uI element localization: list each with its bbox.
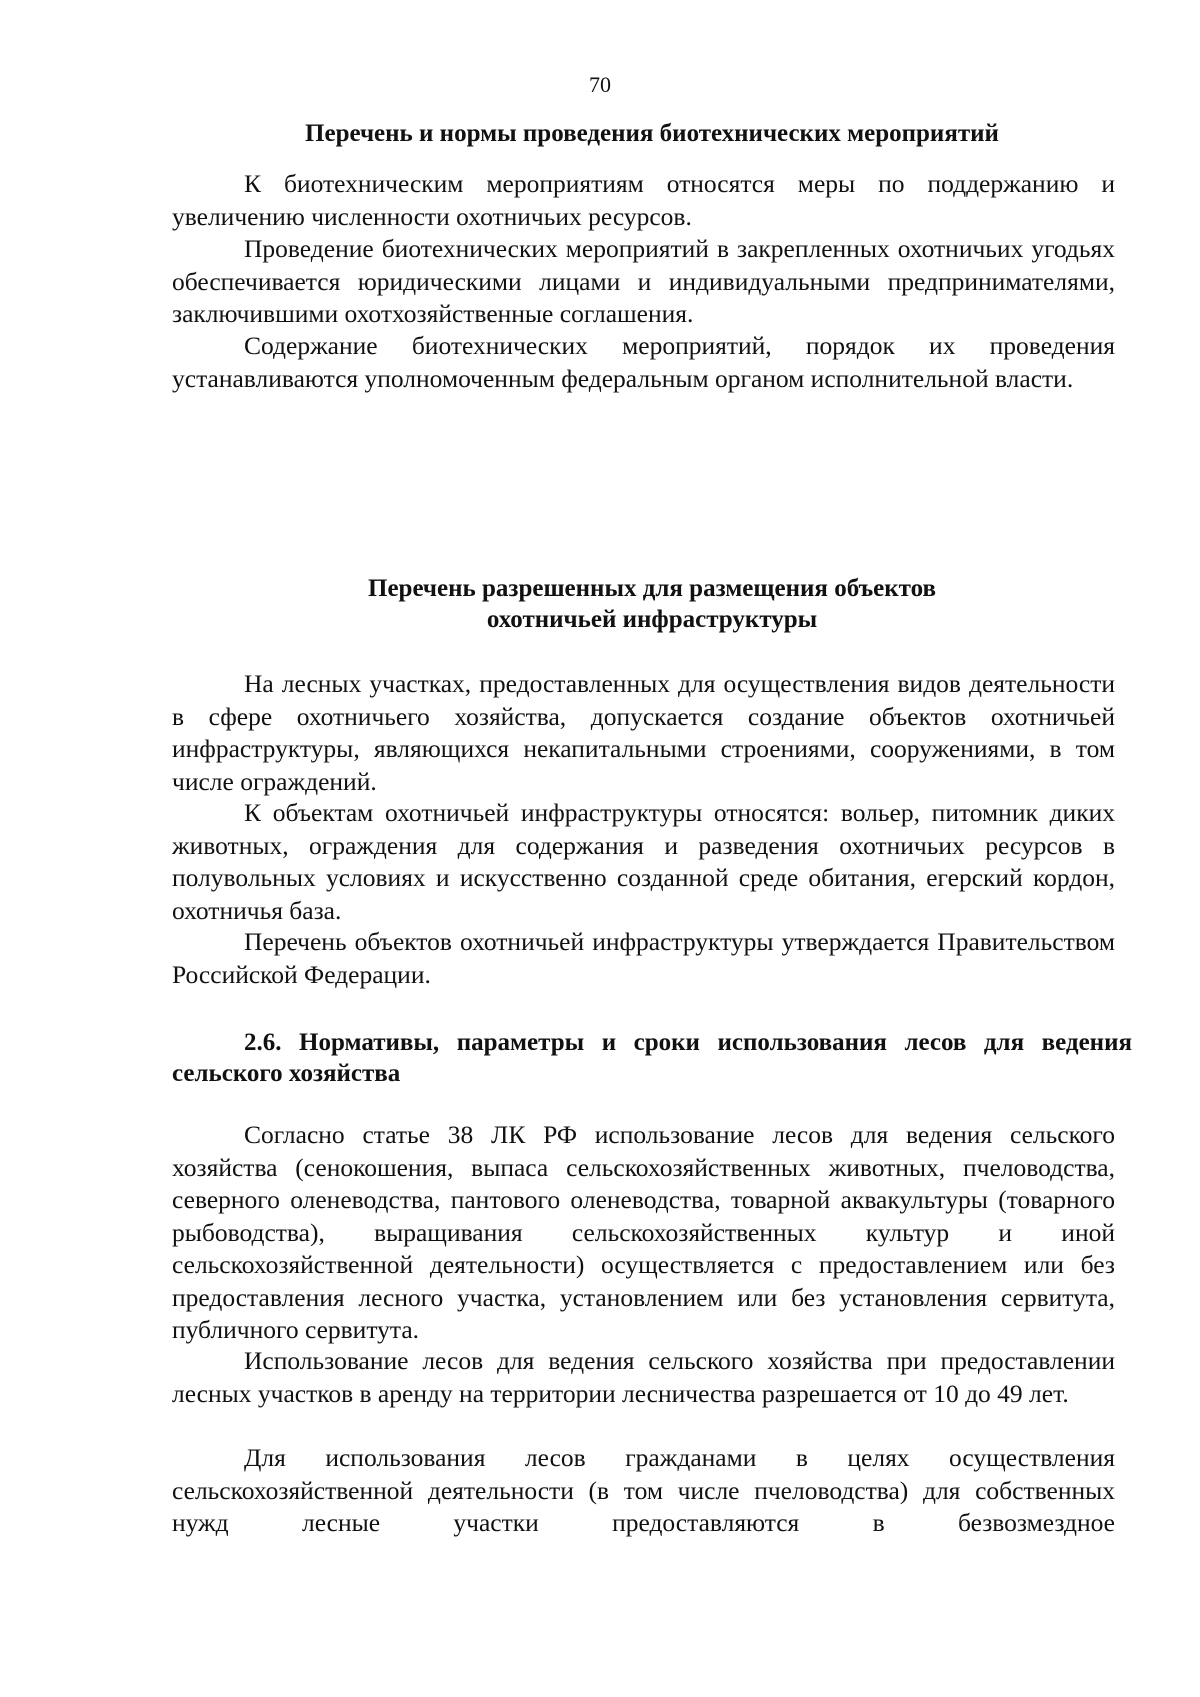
paragraph: Согласно статье 38 ЛК РФ использование лесов для ведения сельского хозяйства (сенокошения, выпаса сельскохозяйственных животных, пчеловодства, северного оленеводства, пантового оленеводства, товарной аквакультуры (товарного рыбоводства), выращивания сельскохозяйственных культур и иной сельскохозяйственной деятельности) осуществляется с предоставлением или без предоставления лесного участка, установлением или без установления сервитута, публичного сервитута. [172, 1120, 1115, 1344]
section-title-infrastructure-line1: Перечень разрешенных для размещения объектов [368, 575, 936, 602]
section-title-biotech: Перечень и нормы проведения биотехнических мероприятий [305, 120, 999, 147]
paragraph: На лесных участках, предоставленных для осуществления видов деятельности в сфере охотничьего хозяйства, допускается создание объектов охотничьей инфраструктуры, являющихся некапитальными строениями, сооружениями, в том числе ограждений. [172, 669, 1115, 796]
paragraph: Содержание биотехнических мероприятий, порядок их проведения устанавливаются уполномоченным федеральным органом исполнительной власти. [172, 331, 1115, 393]
paragraph: К биотехническим мероприятиям относятся меры по поддержанию и увеличению численности охотничьих ресурсов. [172, 169, 1115, 231]
section-title-infrastructure-line2: охотничьей инфраструктуры [486, 606, 818, 633]
paragraph: Перечень объектов охотничьей инфраструктуры утверждается Правительством Российской Федерации. [172, 927, 1115, 989]
paragraph: Проведение биотехнических мероприятий в закрепленных охотничьих угодьях обеспечивается юридическими лицами и индивидуальными предпринимателями, заключившими охотхозяйственные соглашения. [172, 234, 1115, 328]
page-number: 70 [589, 72, 611, 97]
paragraph: К объектам охотничьей инфраструктуры относятся: вольер, питомник диких животных, ограждения для содержания и разведения охотничьих ресурсов в полувольных условиях и искусственно созданной среде обитания, егерский кордон, охотничья база. [172, 798, 1115, 925]
section-title-agriculture: 2.6. Нормативы, параметры и сроки использования лесов для ведения сельского хозяйства [172, 1029, 1132, 1087]
paragraph: Для использования лесов гражданами в целях осуществления сельскохозяйственной деятельности (в том числе пчеловодства) для собственных нужд лесные участки предоставляются в безвозмездное [172, 1443, 1115, 1537]
paragraph: Использование лесов для ведения сельского хозяйства при предоставлении лесных участков в аренду на территории лесничества разрешается от 10 до 49 лет. [172, 1346, 1115, 1408]
